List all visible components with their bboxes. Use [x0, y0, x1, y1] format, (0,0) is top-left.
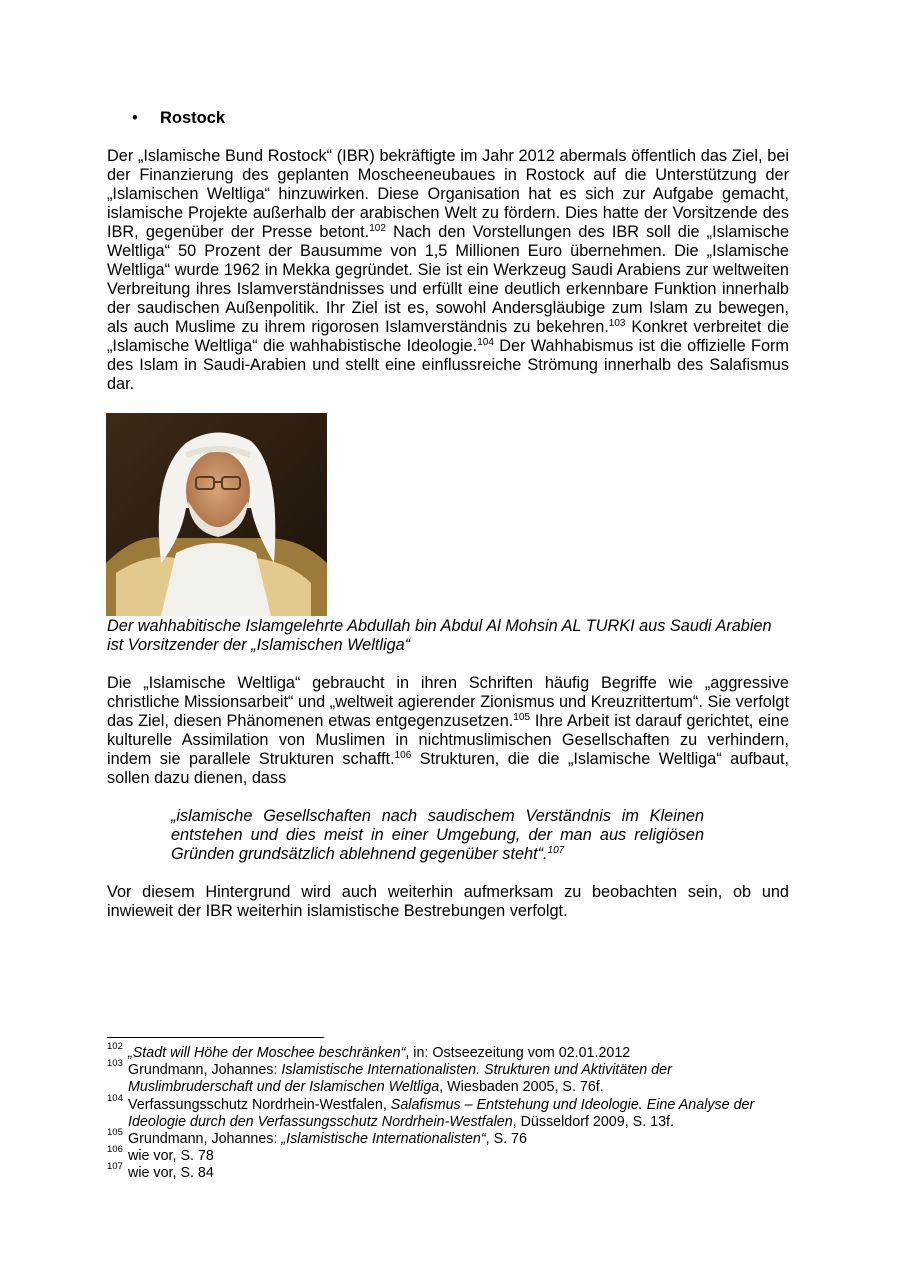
- footnote-text: Verfassungsschutz Nordrhein-Westfalen,: [128, 1096, 391, 1113]
- footnote-text: Grundmann, Johannes:: [128, 1131, 282, 1148]
- section-title: Rostock: [160, 109, 226, 127]
- footnote-title: Salafismus – Entstehung und Ideologie. Eine Analyse der Ideologie durch den Verfassungsschutz Nordrhein-Westfalen: [128, 1096, 755, 1130]
- block-quote: [171, 807, 704, 864]
- footnote-number: 105: [107, 1127, 123, 1139]
- footnote-ref: 102: [369, 223, 386, 234]
- paragraph-intro: [107, 147, 789, 394]
- portrait-photo: [106, 413, 327, 616]
- footnote-number: 103: [107, 1058, 123, 1070]
- text-run: Ihre Arbeit ist darauf gerichtet, eine kulturelle Assimilation von Muslimen in nichtmuslimischen Gesellschaften zu verhindern, indem sie parallele Strukturen schafft.: [107, 712, 790, 768]
- text-run: Strukturen, die die „Islamische Weltliga“ aufbaut, sollen dazu dienen, dass: [107, 750, 789, 787]
- paragraph-weltliga: [107, 674, 789, 788]
- footnote-text: , Düsseldorf 2009, S. 13f.: [512, 1113, 674, 1130]
- footnote-number: 106: [107, 1144, 123, 1156]
- footnotes: [107, 1041, 797, 1183]
- footnote: [107, 1161, 797, 1182]
- section-heading: [132, 108, 225, 128]
- footnote-text: , S. 76: [485, 1131, 527, 1148]
- footnote: [107, 1041, 797, 1062]
- text-run: Konkret verbreitet die „Islamische Weltliga“ die wahhabistische Ideologie.: [107, 318, 790, 355]
- footnote-text: , Wiesbaden 2005, S. 76f.: [439, 1079, 604, 1096]
- footnote: [107, 1058, 797, 1096]
- footnote-text: Grundmann, Johannes:: [128, 1062, 282, 1079]
- footnote-ref: 107: [547, 845, 565, 856]
- footnote-number: 104: [107, 1092, 123, 1104]
- text-run: Nach den Vorstellungen des IBR soll die „Islamische Weltliga“ 50 Prozent der Bausumme von 1,5 Millionen Euro übernehmen. Die „Islamische Weltliga“ wurde 1962 in Mekka gegründet. Sie ist ein Werkzeug Saudi Arabiens zur weltweiten Verbreitung ihres Islamverständnisses und erfüllt eine deutlich erkennbare Funktion innerhalb der saudischen Außenpolitik. Ihr Ziel ist es, sowohl Andersgläubige zum Islam zu bewegen, als auch Muslime zu ihrem rigorosen Islamverständnis zu bekehren.: [107, 223, 789, 336]
- footnote-ref: 104: [477, 337, 494, 348]
- footnote-title: Islamistische Internationalisten. Strukturen und Aktivitäten der Muslimbruderschaft und der Islamischen Weltliga: [128, 1062, 672, 1096]
- footnote-ref: 103: [608, 318, 626, 329]
- footnote-title: „Islamistische Internationalisten“: [281, 1131, 486, 1148]
- footnote-ref: 106: [394, 750, 412, 761]
- footnote-number: 107: [107, 1161, 123, 1173]
- footnote: [107, 1092, 797, 1131]
- footnote: [107, 1127, 797, 1148]
- text-run: Der „Islamische Bund Rostock“ (IBR) bekräftigte im Jahr 2012 abermals öffentlich das Ziel, bei der Finanzierung des geplanten Moscheeneubaues in Rostock auf die Unterstützung der „Islamischen Weltliga“ hinzuwirken. Diese Organisation hat es sich zur Aufgabe gemacht, islamische Projekte außerhalb der arabischen Welt zu fördern. Dies hatte der Vorsitzende des IBR, gegenüber der Presse betont.: [107, 147, 789, 241]
- footnote-text: , in: Ostseezeitung vom 02.01.2012: [405, 1045, 631, 1061]
- bullet-marker: •: [132, 109, 138, 127]
- footnote-separator: [107, 1037, 324, 1038]
- footnote-title: „Stadt will Höhe der Moschee beschränken“: [128, 1045, 406, 1061]
- text-run: Der Wahhabismus ist die offizielle Form des Islam in Saudi-Arabien und stellt eine einflussreiche Strömung innerhalb des Salafismus dar.: [107, 337, 789, 393]
- footnote-number: 102: [107, 1041, 123, 1052]
- footnote-ref: 105: [513, 712, 530, 723]
- quote-text: „islamische Gesellschaften nach saudischem Verständnis im Kleinen entstehen und dies meist in einer Umgebung, der man aus religiösen Gründen grundsätzlich ablehnend gegenüber steht“.: [171, 807, 704, 863]
- photo-caption: Der wahhabitische Islamgelehrte Abdullah bin Abdul Al Mohsin AL TURKI aus Saudi Arabien ist Vorsitzender der „Islamischen Weltliga“: [107, 617, 772, 654]
- footnote-text: wie vor, S. 84: [128, 1165, 214, 1182]
- footnote: [107, 1144, 797, 1165]
- paragraph-conclusion: Vor diesem Hintergrund wird auch weiterhin aufmerksam zu beobachten sein, ob und inwieweit der IBR weiterhin islamistische Bestrebungen verfolgt.: [107, 883, 789, 920]
- footnote-text: wie vor, S. 78: [128, 1148, 214, 1165]
- text-run: Die „Islamische Weltliga“ gebraucht in ihren Schriften häufig Begriffe wie „aggressive christliche Missionsarbeit“ und „weltweit agierender Zionismus und Kreuzrittertum“. Sie verfolgt das Ziel, diesen Phänomenen etwas entgegenzusetzen.: [107, 674, 789, 730]
